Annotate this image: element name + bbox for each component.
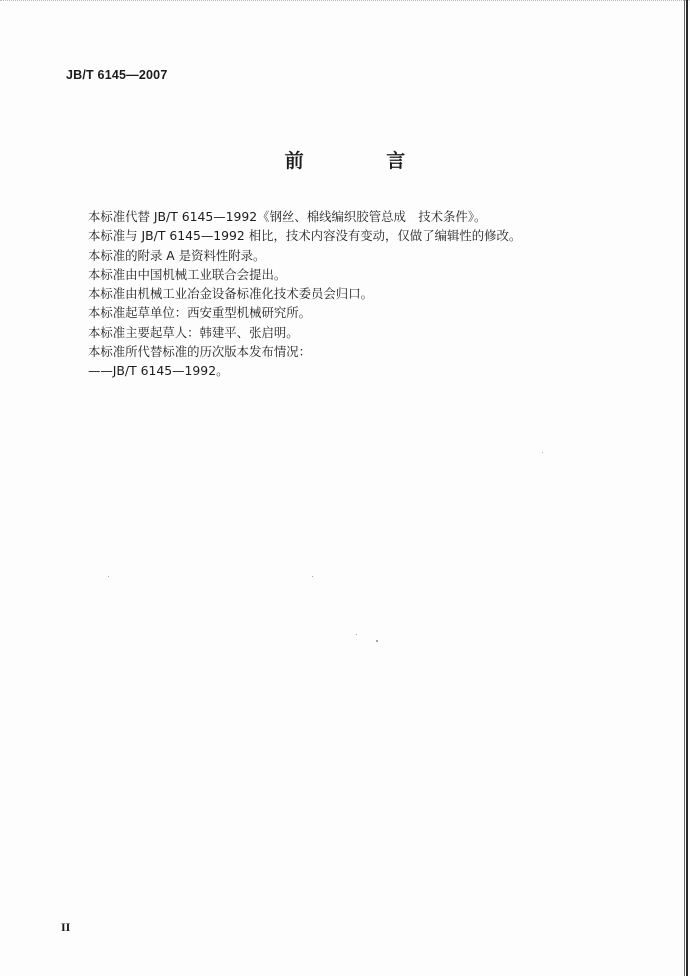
foreword-line: 本标准的附录 A 是资料性附录。 bbox=[88, 247, 266, 263]
foreword-line: 本标准主要起草人：韩建平、张启明。 bbox=[88, 324, 299, 340]
standard-code: JB/T 6145—2007 bbox=[66, 68, 168, 82]
foreword-line: 本标准所代替标准的历次版本发布情况： bbox=[88, 344, 312, 360]
scan-top-edge bbox=[0, 0, 690, 7]
page-number: II bbox=[61, 920, 71, 934]
foreword-line: 本标准由机械工业冶金设备标准化技术委员会归口。 bbox=[88, 286, 373, 302]
foreword-line: 本标准起草单位：西安重型机械研究所。 bbox=[88, 305, 312, 321]
foreword-line: 本标准代替 JB/T 6145—1992《钢丝、棉线编织胶管总成 技术条件》。 bbox=[88, 209, 487, 224]
scan-speck bbox=[376, 640, 378, 642]
scan-speck bbox=[542, 452, 543, 453]
scan-speck bbox=[312, 576, 313, 577]
foreword-body bbox=[88, 207, 648, 381]
page-title: 前 言 bbox=[284, 150, 444, 172]
foreword-line: 本标准由中国机械工业联合会提出。 bbox=[88, 266, 287, 282]
scan-speck bbox=[356, 634, 357, 635]
foreword-line: 本标准与 JB/T 6145—1992 相比，技术内容没有变动，仅做了编辑性的修改。 bbox=[88, 228, 522, 244]
foreword-line: ——JB/T 6145—1992。 bbox=[88, 363, 229, 379]
scan-speck bbox=[108, 576, 109, 577]
